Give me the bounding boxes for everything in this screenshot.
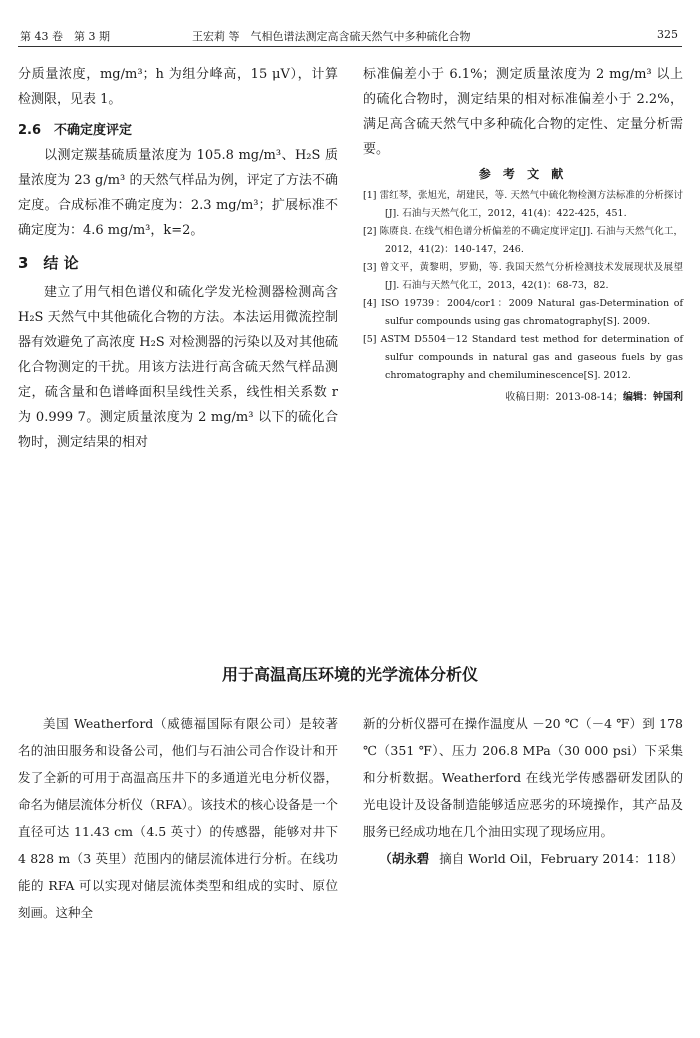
references-list bbox=[363, 187, 683, 385]
section-3-heading: 3 结 论 bbox=[18, 254, 79, 272]
left-column bbox=[18, 62, 338, 455]
reference-item: [4] ISO 19739：2004/cor1：2009 Natural gas-Determination of sulfur compounds using gas chromatography[S]. 2009. bbox=[363, 298, 683, 327]
continuation-text: 标准偏差小于 6.1%；测定质量浓度为 2 mg/m³ 以上的硫化合物时，测定结果的相对标准偏差小于 2.2%，满足高含硫天然气中多种硫化合物的定性、定量分析需要。 bbox=[363, 67, 683, 157]
running-header bbox=[18, 18, 682, 48]
section-2-6-paragraph: 以测定羰基硫质量浓度为 105.8 mg/m³、H₂S 质量浓度为 23 g/m³ 的天然气样品为例，评定了方法不确定度。合成标准不确定度为：2.3 mg/m³；扩展标准不确定度为：4.6 mg/m³，k=2。 bbox=[18, 148, 338, 238]
news-title: 用于高温高压环境的光学流体分析仪 bbox=[221, 665, 478, 684]
abstractor-name: （胡永碧 bbox=[379, 851, 430, 866]
news-right-text: 新的分析仪器可在操作温度从 －20 ℃（－4 ℉）到 178 ℃（351 ℉）、压力 206.8 MPa（30 000 psi）下采集和分析数据。Weatherford 在线光学传感器研发团队的光电设计及设备制造能够适应恶劣的环境操作，其产品及服务已经成功地在几个油田实现了现场应用。 bbox=[363, 716, 683, 839]
right-column bbox=[363, 62, 683, 410]
volume-issue: 第 43 卷 第 3 期 bbox=[20, 30, 110, 43]
abstractor-source: 摘自 World Oil，February 2014：118） bbox=[439, 851, 683, 866]
reference-item: [5] ASTM D5504－12 Standard test method for determination of sulfur compounds in natural gas and gaseous fuels by gas chromatography and chemiluminescence[S]. 2012. bbox=[363, 334, 683, 381]
received-line bbox=[363, 385, 683, 410]
section-2-6-heading: 2.6 不确定度评定 bbox=[18, 123, 133, 138]
reference-item: [3] 曾文平，黄黎明，罗勤，等. 我国天然气分析检测技术发展现状及展望[J]. 石油与天然气化工，2013，42(1)：68-73，82. bbox=[363, 262, 683, 291]
page-number: 325 bbox=[657, 28, 678, 41]
section-3-paragraph: 建立了用气相色谱仪和硫化学发光检测器检测高含 H₂S 天然气中其他硫化合物的方法。本法运用微流控制器有效避免了高浓度 H₂S 对检测器的污染以及对其他硫化合物测定的干扰。用该方法进行高含硫天然气样品测定，硫含量和色谱峰面积呈线性关系，线性相关系数 r 为 0.999 7。测定质量浓度为 2 mg/m³ 以下的硫化合物时，测定结果的相对 bbox=[18, 285, 338, 450]
news-right-column bbox=[363, 710, 683, 872]
header-authors-title: 王宏莉 等 气相色谱法测定高含硫天然气中多种硫化合物 bbox=[192, 30, 471, 43]
news-left-column bbox=[18, 710, 338, 926]
received-date: 收稿日期：2013-08-14； bbox=[505, 392, 623, 403]
editor-label: 编辑：钟国利 bbox=[623, 392, 683, 403]
news-left-text: 美国 Weatherford（威德福国际有限公司）是较著名的油田服务和设备公司，他们与石油公司合作设计和开发了全新的可用于高温高压井下的多通道光电分析仪器，命名为储层流体分析仪（RFA）。该技术的核心设备是一个直径可达 11.43 cm（4.5 英寸）的传感器，能够对井下 4 828 m（3 英里）范围内的储层流体进行分析。在线功能的 RFA 可以实现对储层流体类型和组成的实时、原位刻画。这种全 bbox=[18, 716, 338, 920]
abstractor-line bbox=[363, 845, 683, 872]
header-rule bbox=[18, 46, 682, 47]
reference-item: [1] 雷红琴，张旭光，胡建民，等. 天然气中硫化物检测方法标准的分析探讨[J]. 石油与天然气化工，2012，41(4)：422-425，451. bbox=[363, 190, 683, 219]
references-title: 参 考 文 献 bbox=[478, 167, 568, 181]
reference-item: [2] 陈赓良. 在线气相色谱分析偏差的不确定度评定[J]. 石油与天然气化工，2012，41(2)：140-147，246. bbox=[363, 226, 683, 255]
intro-text: 分质量浓度，mg/m³；h 为组分峰高，15 μV），计算检测限，见表 1。 bbox=[18, 67, 338, 107]
